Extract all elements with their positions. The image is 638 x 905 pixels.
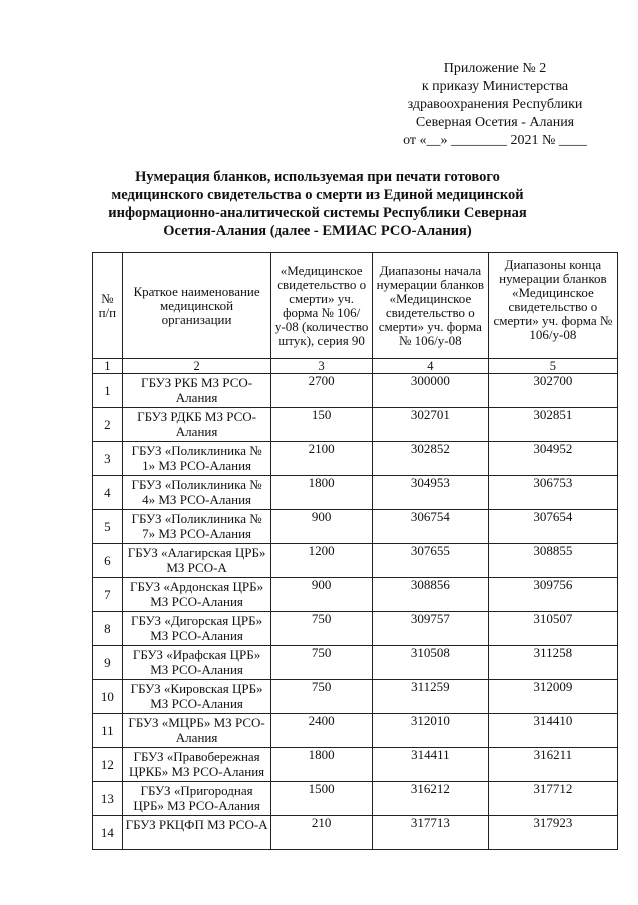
appendix-line: здравоохранения Республики xyxy=(407,97,583,112)
blank-count: 750 xyxy=(271,612,373,646)
range-start: 317713 xyxy=(372,816,488,850)
header-number: № п/п xyxy=(93,253,123,359)
row-number: 6 xyxy=(93,544,123,578)
blank-count: 1800 xyxy=(271,476,373,510)
table-row xyxy=(93,748,618,782)
column-number: 5 xyxy=(488,359,617,374)
range-end: 307654 xyxy=(488,510,617,544)
range-end: 302700 xyxy=(488,374,617,408)
organization-name: ГБУЗ «Ирафская ЦРБ» МЗ РСО-Алания xyxy=(122,646,271,680)
range-end: 308855 xyxy=(488,544,617,578)
row-number: 4 xyxy=(93,476,123,510)
range-start: 314411 xyxy=(372,748,488,782)
organization-name: ГБУЗ «Поликлиника № 7» МЗ РСО-Алания xyxy=(122,510,271,544)
blank-count: 750 xyxy=(271,646,373,680)
row-number: 14 xyxy=(93,816,123,850)
range-start: 302852 xyxy=(372,442,488,476)
range-end: 312009 xyxy=(488,680,617,714)
column-number: 3 xyxy=(271,359,373,374)
range-end: 310507 xyxy=(488,612,617,646)
row-number: 10 xyxy=(93,680,123,714)
organization-name: ГБУЗ «Алагирская ЦРБ» МЗ РСО-А xyxy=(122,544,271,578)
range-end: 314410 xyxy=(488,714,617,748)
range-start: 308856 xyxy=(372,578,488,612)
table-row xyxy=(93,544,618,578)
column-number: 4 xyxy=(372,359,488,374)
organization-name: ГБУЗ «Дигорская ЦРБ» МЗ РСО-Алания xyxy=(122,612,271,646)
row-number: 3 xyxy=(93,442,123,476)
range-start: 300000 xyxy=(372,374,488,408)
range-start: 309757 xyxy=(372,612,488,646)
blank-count: 2100 xyxy=(271,442,373,476)
blank-count: 2400 xyxy=(271,714,373,748)
appendix-block xyxy=(395,60,595,150)
blank-count: 900 xyxy=(271,578,373,612)
range-end: 317923 xyxy=(488,816,617,850)
range-start: 302701 xyxy=(372,408,488,442)
blank-count: 2700 xyxy=(271,374,373,408)
document-title: Нумерация бланков, используемая при печати готового медицинского свидетельства о смерти из Единой медицинской информационно-аналитической системы Республики Северная Осетия-Алания (далее - ЕМИАС РСО-Алания) xyxy=(108,169,527,239)
row-number: 5 xyxy=(93,510,123,544)
range-start: 304953 xyxy=(372,476,488,510)
range-end: 311258 xyxy=(488,646,617,680)
table-row xyxy=(93,578,618,612)
table-row xyxy=(93,476,618,510)
blank-count: 210 xyxy=(271,816,373,850)
organization-name: ГБУЗ РДКБ МЗ РСО-Алания xyxy=(122,408,271,442)
table-row xyxy=(93,816,618,850)
range-start: 310508 xyxy=(372,646,488,680)
organization-name: ГБУЗ «Ардонская ЦРБ» МЗ РСО-Алания xyxy=(122,578,271,612)
appendix-line: от «__» ________ 2021 № ____ xyxy=(403,133,587,148)
appendix-line: Северная Осетия - Алания xyxy=(415,115,575,130)
table-row xyxy=(93,408,618,442)
blank-count: 900 xyxy=(271,510,373,544)
organization-name: ГБУЗ «Кировская ЦРБ» МЗ РСО-Алания xyxy=(122,680,271,714)
column-number: 2 xyxy=(122,359,271,374)
blank-count: 750 xyxy=(271,680,373,714)
organization-name: ГБУЗ «Поликлиника № 4» МЗ РСО-Алания xyxy=(122,476,271,510)
column-number-row xyxy=(93,359,618,374)
appendix-line: Приложение № 2 xyxy=(443,61,547,76)
row-number: 11 xyxy=(93,714,123,748)
row-number: 1 xyxy=(93,374,123,408)
column-number: 1 xyxy=(93,359,123,374)
range-end: 316211 xyxy=(488,748,617,782)
table-row xyxy=(93,680,618,714)
header-count: «Медицинское свидетельство о смерти» уч. форма № 106/у-08 (количество штук), серия 90 xyxy=(271,253,373,359)
row-number: 9 xyxy=(93,646,123,680)
table-row xyxy=(93,374,618,408)
row-number: 8 xyxy=(93,612,123,646)
table-row xyxy=(93,646,618,680)
table-row xyxy=(93,510,618,544)
table-row xyxy=(93,442,618,476)
organization-name: ГБУЗ «МЦРБ» МЗ РСО-Алания xyxy=(122,714,271,748)
header-organization: Краткое наименование медицинской организации xyxy=(122,253,271,359)
blank-count: 150 xyxy=(271,408,373,442)
range-start: 306754 xyxy=(372,510,488,544)
row-number: 2 xyxy=(93,408,123,442)
range-end: 306753 xyxy=(488,476,617,510)
organization-name: ГБУЗ «Правобережная ЦРКБ» МЗ РСО-Алания xyxy=(122,748,271,782)
organization-name: ГБУЗ «Пригородная ЦРБ» МЗ РСО-Алания xyxy=(122,782,271,816)
table-header-row xyxy=(93,253,618,359)
header-range-start: Диапазоны начала нумерации бланков «Медицинское свидетельство о смерти» уч. форма № 106/у-08 xyxy=(372,253,488,359)
table-row xyxy=(93,782,618,816)
blank-count: 1800 xyxy=(271,748,373,782)
range-start: 312010 xyxy=(372,714,488,748)
range-start: 307655 xyxy=(372,544,488,578)
row-number: 7 xyxy=(93,578,123,612)
header-range-end: Диапазоны конца нумерации бланков «Медицинское свидетельство о смерти» уч. форма № 106/у-08 xyxy=(488,253,617,359)
table-body xyxy=(93,374,618,850)
organization-name: ГБУЗ РКЦФП МЗ РСО-А xyxy=(122,816,271,850)
blank-count: 1200 xyxy=(271,544,373,578)
organization-name: ГБУЗ РКБ МЗ РСО-Алания xyxy=(122,374,271,408)
table-row xyxy=(93,612,618,646)
blank-numbering-table xyxy=(92,252,618,850)
organization-name: ГБУЗ «Поликлиника № 1» МЗ РСО-Алания xyxy=(122,442,271,476)
row-number: 13 xyxy=(93,782,123,816)
range-end: 302851 xyxy=(488,408,617,442)
row-number: 12 xyxy=(93,748,123,782)
range-end: 317712 xyxy=(488,782,617,816)
table-row xyxy=(93,714,618,748)
blank-count: 1500 xyxy=(271,782,373,816)
range-start: 311259 xyxy=(372,680,488,714)
appendix-line: к приказу Министерства xyxy=(421,79,569,94)
range-end: 304952 xyxy=(488,442,617,476)
range-start: 316212 xyxy=(372,782,488,816)
range-end: 309756 xyxy=(488,578,617,612)
